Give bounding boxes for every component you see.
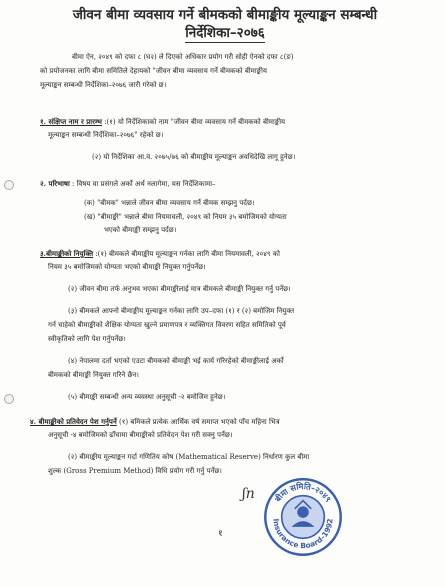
section-3-clause-4-line-2: बीमकको बीमाङ्की नियुक्त गरिने छैन। — [48, 371, 139, 379]
section-1-line-1: १. संक्षिप्त नाम र प्रारम्भ :(१) यो निर्देशिकाको नाम "जीवन बीमा व्यवसाय गर्ने बीमकको बीमाङ्कीय — [40, 117, 286, 126]
document-title — [60, 6, 390, 43]
seal-top-text: बीमा समिति–२०४९ — [272, 480, 334, 504]
section-3-line-1: ३.बीमाङ्कीको नियुक्ति :(१) बीमकले बीमाङ्कीय मूल्याङ्कन गर्नका लागि बीमा नियमावली, २०४९ को — [40, 249, 280, 258]
title-line-2: निर्देशिका–२०७६ — [185, 25, 265, 41]
section-1-line-2: मूल्याङ्कन सम्बन्धी निर्देशिका–२०७६" रहेको छ। — [48, 131, 164, 139]
definition-a: (क) "बीमक" भन्नाले जीवन बीमा व्यवसाय गर्ने बीमक सम्झनु पर्दछ। — [84, 199, 255, 207]
intro-line-2: को प्रयोजनका लागि बीमा समितिले देहायको "जीवन बीमा व्यवसाय गर्ने बीमकको बीमाङ्कीय — [40, 67, 267, 75]
section-3-clause-3-line-3: स्वीकृतिको लागि पेश गर्नुपर्नेछ। — [48, 335, 126, 343]
section-4-clause-2-line-2: शुल्क (Gross Premium Method) विधि प्रयोग गरी गर्नु पर्नेछ। — [48, 467, 222, 475]
section-3-clause-3-line-2: गर्न चाहेको बीमाङ्कीको शैक्षिक योग्यता खुल्ने प्रमाणपत्र र व्यक्तिगत विवरण सहित समितिको पूर्व — [48, 321, 286, 329]
punch-hole-top — [4, 180, 14, 190]
section-3-clause-5: (५) बीमाङ्की सम्बन्धी अन्य व्यवस्था अनुसूची -२ बमोजिम हुनेछ। — [68, 393, 226, 401]
definition-b-line-2: भएको बीमाङ्की सम्झनु पर्दछ। — [104, 226, 177, 234]
section-4-clause-2-line-1: (२) बीमाङ्कीय मूल्याङ्कन गर्दा गणितिय कोष (Mathematical Reserve) निर्धारण कुल बीमा — [68, 453, 310, 461]
section-2-heading: २. परिभाषा — [40, 179, 70, 188]
section-4-heading: ४. बीमाङ्कीको प्रतिवेदन पेश गर्नुपर्ने — [30, 417, 117, 426]
definition-b-line-1: (ख) "बीमाङ्की" भन्नाले बीमा नियमावली, २०४९ को नियम ३५ बमोजिमको योग्यता — [84, 213, 287, 221]
title-line-1: जीवन बीमा व्यवसाय गर्ने बीमकको बीमाङ्कीय मूल्याङ्कन सम्बन्धी — [72, 7, 378, 23]
section-3-heading: ३.बीमाङ्कीको नियुक्ति — [40, 249, 94, 258]
page-number: १ — [218, 529, 223, 539]
section-4-line-1: ४. बीमाङ्कीको प्रतिवेदन पेश गर्नुपर्ने (१) बमिकले प्रत्येक आर्थिक वर्ष समाप्त भएको पाँच महिना भित्र — [30, 417, 280, 426]
insurance-board-seal — [262, 476, 344, 558]
section-1-heading: १. संक्षिप्त नाम र प्रारम्भ — [40, 117, 102, 126]
section-3-clause-2: (२) जीवन बीमा तर्फ अनुभव भएका बीमाङ्कीलाई मात्र बीमकले बीमाङ्की नियुक्त गर्नु पर्नेछ। — [68, 285, 291, 293]
section-3-line-2: नियम ३५ बमोजिमको योग्यता भएको बीमाङ्की नियुक्त गर्नुपर्नेछ। — [48, 263, 206, 271]
section-2-line: २. परिभाषा : विषय वा प्रसंगले अर्को अर्थ नलागेमा, यस निर्देशिकामा– — [40, 179, 216, 188]
intro-line-3: मूल्याङ्कन सम्बन्धी निर्देशिका–२०७६ जारी गरेको छ। — [40, 81, 167, 89]
intro-line-1: बीमा ऐन, २०४९ को दफा ८ (घ२) ले दिएको अधिकार प्रयोग गरी सोही ऐनको दफा ८(ङ) — [72, 53, 294, 61]
section-1-clause-2: (२) यो निर्देशिका आ.व. २०७५/७६ को बीमाङ्कीय मूल्याङ्कन अवधिदेखि लागू हुनेछ। — [92, 153, 296, 161]
section-3-clause-3-line-1: (३) बीमकले आफ्नो बीमाङ्कीय मूल्याङ्कन गर्नका लागि उप–दफा (१) र (२) बमोजिम नियुक्त — [68, 307, 295, 315]
punch-hole-bottom — [4, 394, 14, 404]
seal-bottom-text: Insurance Board–1992 — [271, 518, 335, 551]
section-3-clause-4-line-1: (४) नेपालमा दर्ता भएको एउटा बीमकको बीमाङ्की भई कार्य गरिरहेको बीमाङ्कीलाई अर्को — [68, 357, 284, 365]
handwritten-signature: ʃn — [242, 486, 255, 502]
section-4-line-2: अनुसूची -४ बमोजिमको ढाँचामा बीमाङ्कीको प्रतिवेदन पेश गरी सक्नु पर्नेछ। — [48, 431, 233, 439]
